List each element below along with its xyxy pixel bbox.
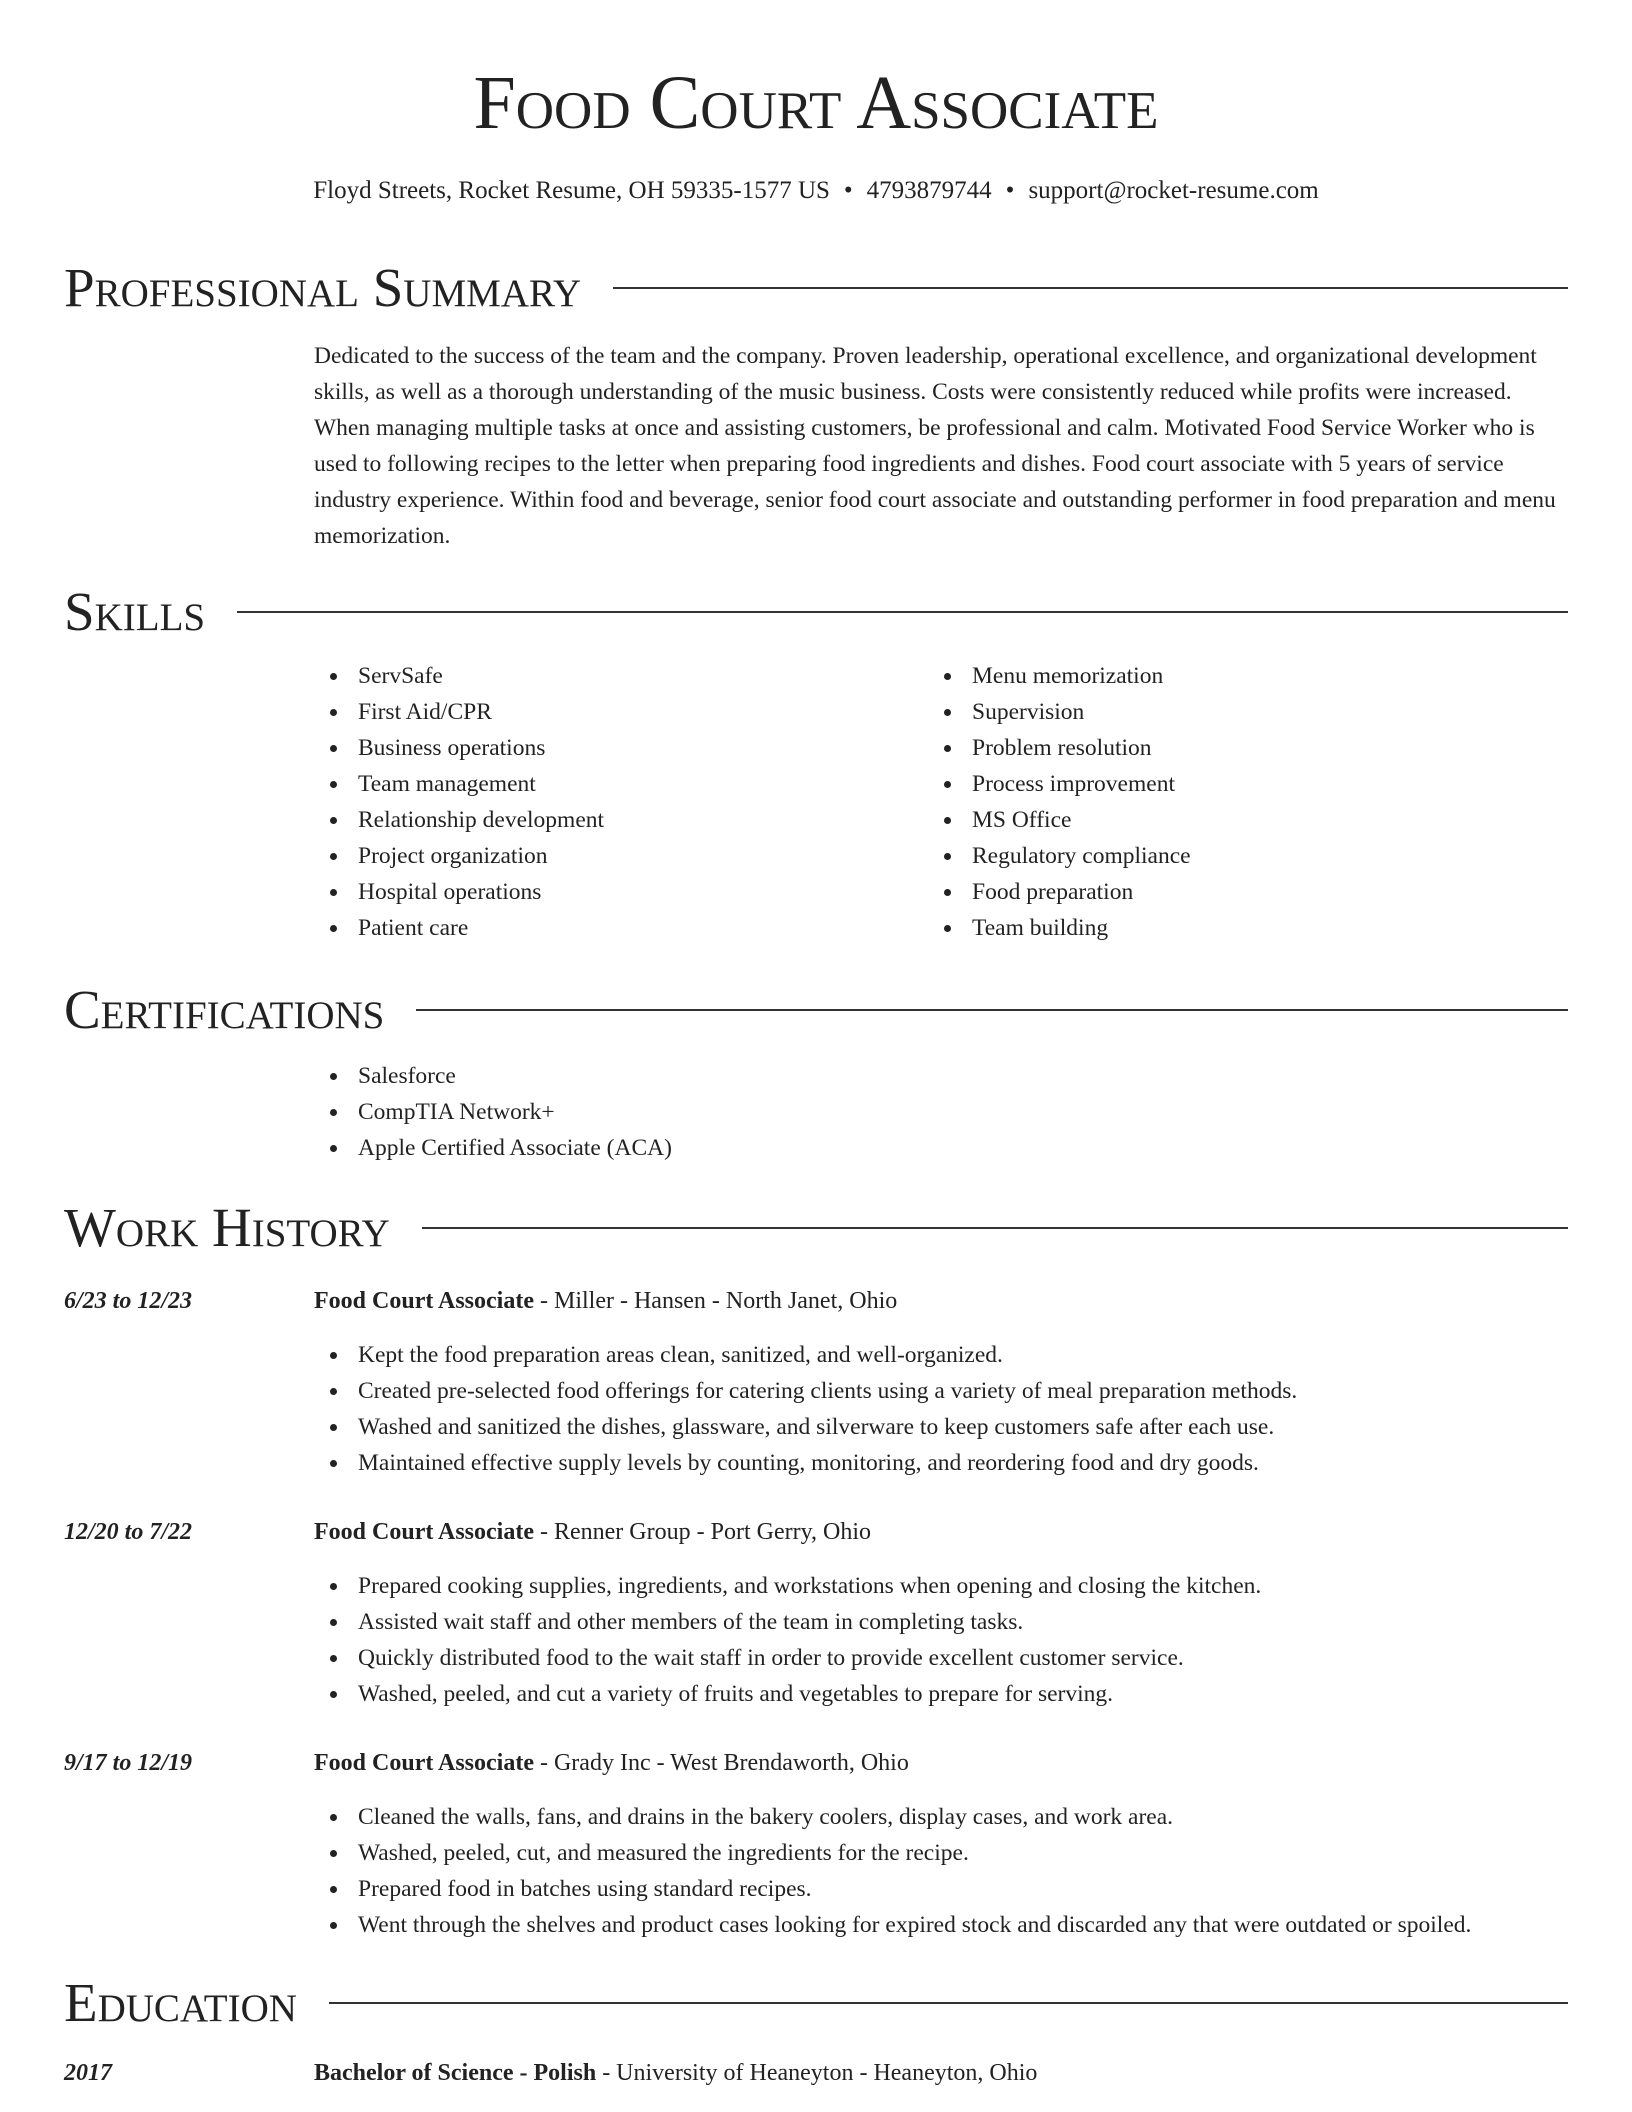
skill-item: Business operations [314,730,604,766]
job-heading [314,1515,871,1549]
skill-item: Hospital operations [314,874,604,910]
education-heading [314,2056,1037,2090]
job-bullet: Washed, peeled, and cut a variety of fruits and vegetables to prepare for serving. [314,1676,1261,1712]
section-divider [237,611,1568,613]
job-bullets [314,1799,1471,1943]
skill-item: Process improvement [928,766,1191,802]
job-bullet: Maintained effective supply levels by counting, monitoring, and reordering food and dry goods. [314,1445,1297,1481]
job-bullet: Prepared cooking supplies, ingredients, and workstations when opening and closing the kitchen. [314,1568,1261,1604]
education-year: 2017 [64,2060,112,2086]
skill-item: Supervision [928,694,1191,730]
section-title: Certifications [64,979,385,1040]
certification-item: Apple Certified Associate (ACA) [314,1130,672,1166]
skill-item: Problem resolution [928,730,1191,766]
summary-text: Dedicated to the success of the team and the company. Proven leadership, operational excellence, and organizational development skills, as well as a thorough understanding of the music business. Costs were consistently reduced while profits were increased. When managing multiple tasks at once and assisting customers, be professional and calm. Motivated Food Service Worker who is used to following recipes to the letter when preparing food ingredients and dishes. Food court associate with 5 years of service industry experience. Within food and beverage, senior food court associate and outstanding performer in food preparation and menu memorization. [314,343,1556,549]
job-bullets [314,1568,1261,1712]
job-heading [314,1746,909,1780]
section-divider [329,2002,1568,2004]
contact-separator: • [843,177,853,204]
skills-list-left [314,658,604,946]
skills-section-header [64,580,1568,644]
skill-item: Menu memorization [928,658,1191,694]
job-bullet: Cleaned the walls, fans, and drains in the bakery coolers, display cases, and work area. [314,1799,1471,1835]
job-bullet: Went through the shelves and product cases looking for expired stock and discarded any that were outdated or spoiled. [314,1907,1471,1943]
skill-item: Team building [928,910,1191,946]
work-history-section-header [64,1196,1568,1260]
section-divider [422,1227,1568,1229]
job-employer: - Renner Group - Port Gerry, Ohio [533,1519,872,1545]
summary-section-header [64,256,1568,320]
section-title: Work History [64,1197,390,1258]
skill-item: Patient care [314,910,604,946]
section-divider [613,287,1568,289]
job-bullet: Created pre-selected food offerings for catering clients using a variety of meal preparation methods. [314,1373,1297,1409]
job-title: Food Court Associate [314,1288,534,1314]
skill-item: Relationship development [314,802,604,838]
skill-item: Project organization [314,838,604,874]
certification-item: Salesforce [314,1058,672,1094]
contact-phone: 4793879744 [866,177,992,204]
skill-item: ServSafe [314,658,604,694]
job-bullet: Quickly distributed food to the wait staff in order to provide excellent customer service. [314,1640,1261,1676]
education-section-header [64,1971,1568,2035]
skill-item: Team management [314,766,604,802]
certification-item: CompTIA Network+ [314,1094,672,1130]
job-employer: - Grady Inc - West Brendaworth, Ohio [533,1750,909,1776]
job-title: Food Court Associate [314,1750,534,1776]
education-degree: Bachelor of Science - Polish [314,2060,597,2086]
skills-list-right [928,658,1191,946]
contact-email: support@rocket-resume.com [1028,177,1319,204]
contact-address: Floyd Streets, Rocket Resume, OH 59335-1577 US [313,177,830,204]
job-dates: 9/17 to 12/19 [64,1750,193,1776]
job-bullet: Kept the food preparation areas clean, sanitized, and well-organized. [314,1337,1297,1373]
contact-separator: • [1005,177,1015,204]
section-divider [416,1009,1568,1011]
section-title: Professional Summary [64,257,582,318]
job-employer: - Miller - Hansen - North Janet, Ohio [533,1288,898,1314]
job-dates: 6/23 to 12/23 [64,1288,193,1314]
section-title: Education [64,1972,297,2033]
candidate-name: Food Court Associate [473,61,1159,145]
skill-item: MS Office [928,802,1191,838]
job-bullets [314,1337,1297,1481]
job-bullet: Prepared food in batches using standard recipes. [314,1871,1471,1907]
section-title: Skills [64,581,206,642]
job-heading [314,1284,897,1318]
skill-item: First Aid/CPR [314,694,604,730]
certifications-section-header [64,978,1568,1042]
job-title: Food Court Associate [314,1519,534,1545]
job-bullet: Washed and sanitized the dishes, glassware, and silverware to keep customers safe after each use. [314,1409,1297,1445]
skill-item: Regulatory compliance [928,838,1191,874]
contact-line [0,174,1632,208]
job-dates: 12/20 to 7/22 [64,1519,193,1545]
certifications-list [314,1058,672,1166]
job-bullet: Washed, peeled, cut, and measured the ingredients for the recipe. [314,1835,1471,1871]
job-bullet: Assisted wait staff and other members of the team in completing tasks. [314,1604,1261,1640]
education-institution: - University of Heaneyton - Heaneyton, Ohio [596,2060,1038,2086]
skill-item: Food preparation [928,874,1191,910]
